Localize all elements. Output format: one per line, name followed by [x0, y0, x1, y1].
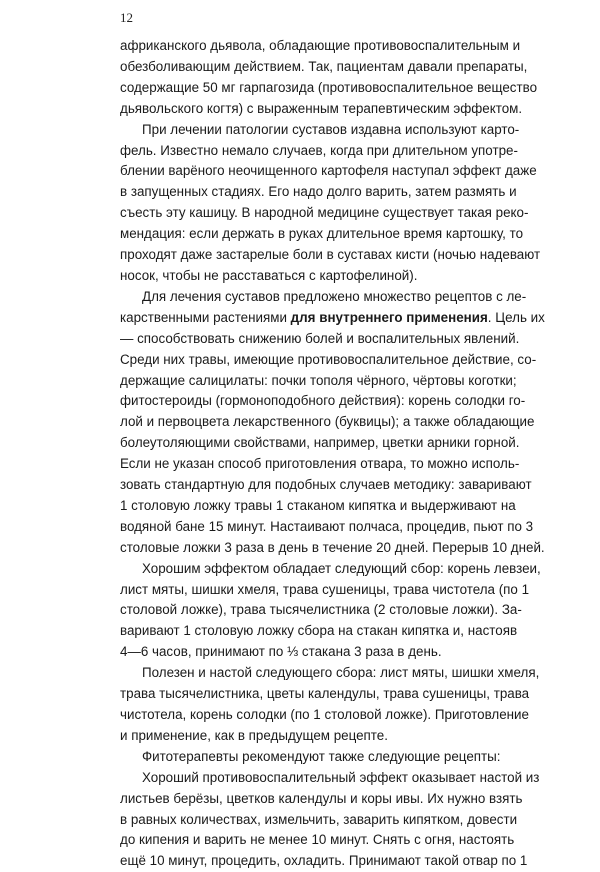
paragraph	[120, 36, 538, 120]
text-line: съесть эту кашицу. В народной медицине существует такая реко-	[120, 205, 529, 221]
text-line: мендация: если держать в руках длительное время картошку, то	[120, 226, 524, 242]
text-line: 1 столовую ложку травы 1 стаканом кипятка и выдерживают на	[120, 497, 516, 513]
text-line: 4—6 часов, принимают по ⅓ стакана 3 раза в день.	[120, 644, 442, 660]
text-line: Хороший противовоспалительный эффект оказывает настой из	[142, 769, 540, 785]
text-line: столовые ложки 3 раза в день в течение 20 дней. Перерыв 10 дней.	[120, 539, 545, 555]
page-number: 12	[120, 10, 133, 25]
body-text	[120, 36, 545, 872]
text-line: носок, чтобы не расставаться с картофелиной).	[120, 267, 418, 283]
text-line: лист мяты, шишки хмеля, трава сушеницы, трава чистотела (по 1	[120, 581, 530, 597]
text-line: болеутоляющими свойствами, например, цветки арники горной.	[120, 435, 520, 451]
text-line: фель. Известно немало случаев, когда при длительном употре-	[120, 142, 518, 158]
text-line: в запущенных стадиях. Его надо долго варить, затем размять и	[120, 184, 517, 200]
paragraph	[120, 663, 540, 747]
text-line: Среди них травы, имеющие противовоспалительное действие, со-	[120, 351, 537, 367]
text-line: листьев берёзы, цветков календулы и коры ивы. Их нужно взять	[120, 790, 523, 806]
text-line: чистотела, корень солодки (по 1 столовой ложке). Приготовление	[120, 707, 529, 722]
text-line: Полезен и настой следующего сбора: лист мяты, шишки хмеля,	[142, 665, 540, 681]
text-line: Для лечения суставов предложено множество рецептов с ле-	[142, 288, 527, 304]
paragraph	[120, 120, 541, 287]
text-line: Фитотерапевты рекомендуют также следующие рецепты:	[142, 748, 501, 764]
text-line: столовой ложке), трава тысячелистника (2 столовые ложки). За-	[120, 602, 522, 618]
text-line	[120, 308, 545, 329]
paragraph	[120, 287, 545, 559]
text-line: до кипения и варить не менее 10 минут. Снять с огня, настоять	[120, 832, 515, 848]
text-line: африканского дьявола, обладающие противовоспалительным и	[120, 38, 521, 53]
text-line: содержащие 50 мг гарпагозида (противовоспалительное вещество	[120, 79, 538, 95]
text-line: лой и первоцвета лекарственного (буквицы); а также обладающие	[120, 414, 535, 430]
paragraph	[120, 768, 540, 872]
text-line: ещё 10 минут, процедить, охладить. Принимают такой отвар по 1	[120, 853, 528, 869]
emphasis-text: для внутреннего применения	[290, 309, 488, 325]
text-segment: карственными растениями	[120, 309, 291, 325]
text-line: — способствовать снижению болей и воспалительных явлений.	[120, 330, 520, 346]
text-line: При лечении патологии суставов издавна используют карто-	[142, 121, 520, 137]
text-line: проходят даже застарелые боли в суставах кисти (ночью надевают	[120, 247, 541, 263]
text-line: блении варёного неочищенного картофеля наступал эффект даже	[120, 163, 537, 179]
paragraph	[120, 559, 541, 664]
text-line: фитостероиды (гормоноподобного действия): корень солодки го-	[120, 393, 526, 409]
text-line: дьявольского когтя) с выраженным терапевтическим эффектом.	[120, 100, 523, 116]
text-line: и применение, как в предыдущем рецепте.	[120, 727, 388, 743]
text-line: Хорошим эффектом обладает следующий сбор: корень левзеи,	[142, 560, 541, 576]
text-line: Если не указан способ приготовления отвара, то можно исполь-	[120, 456, 520, 472]
text-segment: . Цель их	[487, 309, 545, 325]
text-line: зовать стандартную для подобных случаев методику: заваривают	[120, 477, 532, 493]
text-line: водяной бане 15 минут. Настаивают полчаса, процедив, пьют по 3	[120, 518, 534, 534]
text-line: обезболивающим действием. Так, пациентам давали препараты,	[120, 58, 528, 74]
text-line: в равных количествах, измельчить, заварить кипятком, довести	[120, 811, 518, 827]
text-line: держащие салицилаты: почки тополя чёрного, чёртовы коготки;	[120, 372, 517, 388]
text-line: трава тысячелистника, цветы календулы, трава сушеницы, трава	[120, 686, 530, 702]
text-line: варивают 1 столовую ложку сбора на стакан кипятка и, настояв	[120, 623, 518, 639]
